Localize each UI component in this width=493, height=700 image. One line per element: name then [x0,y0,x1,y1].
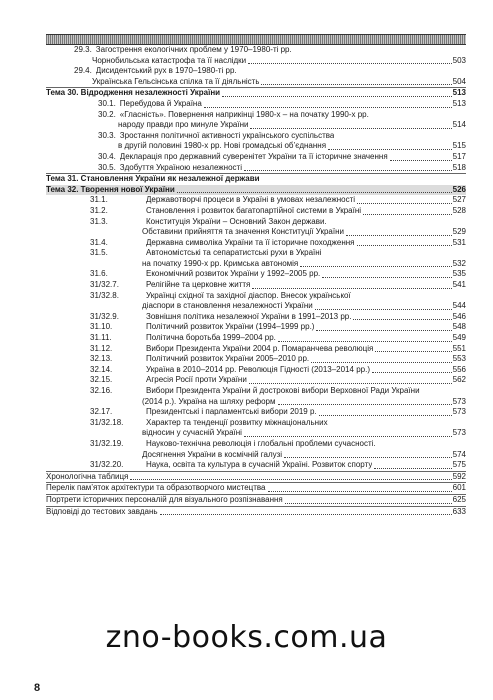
toc-entry-title: «Гласність». Повернення наприкінці 1980-х – на початку 1990-х рр. [119,109,369,119]
toc-entry-title: Автономістські та сепаратистські рухи в Україні [146,248,322,258]
toc-entry-number: 31.3. [90,216,108,226]
toc-entry-line [74,66,466,77]
toc-entry-continuation: на початку 1990-х рр. Кримська автономія [142,258,299,268]
toc-entry-line [98,131,466,142]
toc-entry-title: Загострення екологічних проблем у 1970–1980-ті рр. [95,45,292,54]
page-number: 8 [34,682,41,694]
toc-entry-row [46,206,466,217]
dot-leader [261,83,451,85]
toc-entry-continuation-line [90,397,466,408]
dot-leader [390,159,452,161]
toc-page-number: 544 [452,301,466,311]
toc-entry-continuation: Досягнення України в космічній галузі [142,449,283,459]
toc-entry-title: Становлення і розвиток багатопартійної системи в Україні [146,205,362,215]
toc-page-number: 562 [452,375,466,385]
toc-entry-line [90,291,466,302]
dot-leader [244,169,452,171]
toc-page-number: 592 [452,471,466,481]
toc-entry-row [46,439,466,460]
toc-entry-continuation-line [90,301,466,312]
toc-entry-title: Президентські і парламентські вибори 2019 р. [146,407,317,417]
toc-page-number: 504 [452,76,466,86]
toc-page-number: 575 [452,460,466,470]
toc-entry-line [90,195,466,206]
toc-entry-row [46,365,466,376]
toc-entry-number: 32.13. [90,354,113,364]
toc-entry-row [46,312,466,323]
toc-entry-line [46,495,466,506]
dot-leader [177,191,452,193]
toc-entry-title: Науково-технічна революція і глобальні проблеми сучасності. [146,438,376,448]
toc-page-number: 556 [452,364,466,374]
toc-entry-line [46,472,466,483]
toc-entry-line [90,407,466,418]
toc-page-number: 549 [452,333,466,343]
dot-leader [357,202,452,204]
dot-leader [346,234,452,236]
toc-entry-title: Українці східної та західної діаспор. Внесок української [146,290,351,300]
dot-leader [372,371,452,373]
toc-entry-row [46,195,466,206]
dot-leader [248,62,451,64]
toc-entry-number: 31.10. [90,322,113,332]
toc-entry-line [90,460,466,471]
toc-entry-number: 31/32.18. [90,417,124,427]
toc-entry-line [90,386,466,397]
toc-entry-number: 31.5. [90,248,108,258]
table-of-contents [46,45,466,517]
toc-entry-line [90,280,466,291]
toc-entry-continuation: в другій половині 1980-х рр. Нові громадські об’єднання [118,141,327,151]
toc-entry-continuation-line [98,141,466,152]
toc-entry-row [46,66,466,87]
toc-entry-number: 32.16. [90,386,113,395]
toc-page-number: 535 [452,269,466,279]
toc-entry-title: Тема 30. Відродження незалежності України [46,88,221,98]
toc-entry-number: 30.1. [98,98,116,108]
toc-entry-continuation-line [98,120,466,131]
toc-page-number: 526 [452,184,466,194]
toc-entry-title: Характер та тенденції розвитку міжнаціональних [146,417,328,427]
toc-entry-line [90,365,466,376]
toc-entry-number: 32.14. [90,364,113,374]
dot-leader [363,213,452,215]
toc-page-number: 529 [452,227,466,237]
toc-page-number: 513 [452,88,466,98]
toc-entry-continuation-line [90,259,466,270]
toc-entry-number: 31/32.19. [90,438,124,448]
toc-entry-row [46,418,466,439]
toc-entry-row [46,354,466,365]
dot-leader [268,490,452,492]
toc-entry-row [46,322,466,333]
toc-entry-title: Вибори Президента України 2004 р. Помаранчева революція [146,343,374,353]
toc-entry-continuation-line [90,428,466,439]
toc-entry-row [46,471,466,483]
toc-entry-title: Дисидентський рух в 1970–1980-ті рр. [95,66,237,76]
toc-entry-title: Україна в 2010–2014 рр. Революція Гідності (2013–2014 рр.) [146,364,370,374]
toc-entry-row [46,333,466,344]
dot-leader [316,329,451,331]
toc-entry-title: Релігійне та церковне життя [146,280,251,290]
toc-entry-row [46,280,466,291]
toc-entry-title: Перелік пам’яток архітектури та образотворчого мистецтва [46,483,266,493]
toc-entry-title: Політичний розвиток України 2005–2010 рр. [146,354,310,364]
toc-entry-line [90,206,466,217]
dot-leader [250,127,451,129]
toc-entry-title: Декларація про державний суверенітет України та її історичне значення [119,151,388,161]
toc-entry-number: 31.1. [90,195,108,205]
toc-page-number: 532 [452,258,466,268]
toc-page-number: 541 [452,280,466,290]
toc-entry-row [46,152,466,163]
toc-entry-title: Економічний розвиток України у 1992–2005 рр. [146,269,321,279]
toc-entry-title: Політична боротьба 1999–2004 рр. [146,333,276,343]
toc-page-number: 633 [452,506,466,516]
toc-entry-line [46,507,466,518]
toc-entry-title: Хронологічна таблиця [46,471,129,481]
toc-entry-line [90,217,466,228]
toc-entry-continuation-line [90,450,466,461]
dot-leader [130,478,451,480]
toc-entry-line [46,174,466,185]
toc-entry-number: 31/32.7. [90,280,119,290]
toc-entry-line [90,344,466,355]
toc-entry-title: Політичний розвиток України (1994–1999 рр.) [146,322,315,332]
toc-entry-row [46,131,466,152]
toc-entry-number: 29.4. [74,66,92,76]
toc-entry-continuation-line [90,227,466,238]
dot-leader [311,361,452,363]
toc-entry-number: 30.4. [98,151,116,161]
toc-page-number: 514 [452,120,466,130]
dot-leader [244,435,452,437]
dot-leader [249,382,452,384]
toc-entry-number: 30.2. [98,109,116,119]
toc-entry-title: Державна символіка України та її історичне походження [146,237,355,247]
toc-entry-line [46,483,466,494]
toc-entry-number: 31/32.20. [90,460,124,470]
toc-entry-number: 32.15. [90,375,113,385]
dot-leader [222,95,452,97]
dot-leader [285,502,452,504]
toc-entry-continuation: (2014 р.). Україна на шляху реформ [142,396,276,406]
toc-topic-row [46,185,466,196]
toc-entry-line [90,322,466,333]
toc-entry-row [46,494,466,506]
dot-leader [284,456,452,458]
toc-entry-title: Вибори Президента України й дострокові вибори Верховної Ради України [146,386,420,395]
toc-entry-line [90,439,466,450]
toc-entry-number: 31/32.8. [90,290,119,300]
dot-leader [322,276,451,278]
toc-entry-number: 31.2. [90,205,108,215]
toc-page-number: 515 [452,141,466,151]
toc-entry-row [46,99,466,110]
dot-leader [315,308,452,310]
toc-entry-line [98,110,466,121]
toc-page-number: 601 [452,483,466,493]
toc-entry-row [46,291,466,312]
toc-entry-title: Наука, освіта та культура в сучасній Україні. Розвиток спорту [146,460,373,470]
toc-page-number: 518 [452,162,466,172]
toc-topic-row [46,87,466,99]
toc-entry-row [46,375,466,386]
toc-entry-line [74,45,466,56]
header-decorative-bar [46,34,466,45]
toc-entry-row [46,344,466,355]
toc-page-number: 573 [452,396,466,406]
dot-leader [252,287,451,289]
toc-page-number: 513 [452,98,466,108]
toc-entry-continuation: народу правди про минуле України [118,120,249,130]
toc-topic-row [46,173,466,185]
toc-entry-line [98,152,466,163]
toc-entry-row [46,407,466,418]
toc-page-number: 527 [452,195,466,205]
toc-page-number: 625 [452,494,466,504]
toc-page-number: 551 [452,343,466,353]
toc-entry-number: 32.17. [90,407,113,417]
toc-page-number: 503 [452,55,466,65]
toc-entry-number: 31.11. [90,333,112,343]
toc-page-number: 553 [452,354,466,364]
toc-entry-row [46,482,466,494]
toc-entry-continuation: Чорнобильська катастрофа та її наслідки [92,55,247,65]
toc-entry-row [46,460,466,471]
dot-leader [160,513,452,515]
dot-leader [357,244,452,246]
toc-entry-title: Зростання політичної активності українського суспільства [119,130,335,140]
toc-page-number: 546 [452,311,466,321]
toc-entry-number: 30.3. [98,130,116,140]
dot-leader [319,414,452,416]
toc-entry-row [46,269,466,280]
toc-entry-continuation: Українська Гельсінська спілка та її діяльність [92,76,260,86]
dot-leader [278,340,452,342]
toc-entry-title: Зовнішня політика незалежної України в 1991–2013 рр. [146,311,352,321]
toc-entry-title: Конституція України – Основний Закон держави. [146,216,327,226]
toc-entry-line [98,163,466,174]
toc-entry-line [90,238,466,249]
dot-leader [374,467,451,469]
dot-leader [353,318,451,320]
toc-entry-continuation-line [74,56,466,67]
toc-entry-number: 31.4. [90,237,108,247]
toc-entry-line [90,248,466,259]
toc-entry-row [46,506,466,518]
dot-leader [204,106,452,108]
dot-leader [375,350,451,352]
toc-entry-row [46,110,466,131]
toc-page-number: 517 [452,151,466,161]
toc-entry-title: Тема 31. Становлення України як незалежної держави [46,174,260,184]
toc-entry-title: Тема 32. Творення нової України [46,184,175,194]
toc-entry-continuation: відносин у сучасній Україні [142,428,242,438]
toc-entry-row [46,248,466,269]
toc-entry-title: Відповіді до тестових завдань [46,506,158,516]
toc-entry-title: Портрети історичних персоналій для візуального розпізнавання [46,494,283,504]
toc-entry-row [46,217,466,238]
toc-entry-line [46,88,466,99]
dot-leader [328,148,452,150]
toc-entry-line [46,185,466,196]
toc-entry-line [90,354,466,365]
toc-entry-title: Перебудова й Україна [119,98,202,108]
toc-entry-row [46,386,466,407]
toc-entry-number: 30.5. [98,162,116,172]
toc-entry-line [98,99,466,110]
toc-page-number: 528 [452,205,466,215]
toc-entry-row [46,238,466,249]
toc-entry-number: 31.12. [90,343,113,353]
toc-entry-title: Агресія Росії проти України [146,375,247,385]
toc-entry-line [90,418,466,429]
toc-entry-row [46,163,466,174]
toc-entry-row [46,45,466,66]
toc-page-number: 548 [452,322,466,332]
toc-entry-continuation: Обставини прийняття та значення Конституції України [142,227,344,237]
toc-entry-number: 31/32.9. [90,311,119,321]
toc-entry-title: Здобуття Україною незалежності [119,162,242,172]
watermark-text: zno-books.com.ua [105,620,388,655]
toc-entry-line [90,312,466,323]
toc-entry-line [90,375,466,386]
toc-entry-continuation-line [74,77,466,88]
toc-page-number: 574 [452,449,466,459]
toc-entry-number: 29.3. [74,45,92,54]
dot-leader [300,265,451,267]
toc-page-number: 573 [452,428,466,438]
toc-entry-title: Державотворчі процеси в Україні в умовах незалежності [146,195,356,205]
toc-entry-continuation: діаспори в становлення незалежності України [142,301,313,311]
dot-leader [278,403,452,405]
toc-entry-line [90,269,466,280]
toc-page-number: 531 [452,237,466,247]
toc-page-number: 573 [452,407,466,417]
toc-entry-number: 31.6. [90,269,108,279]
toc-entry-line [90,333,466,344]
